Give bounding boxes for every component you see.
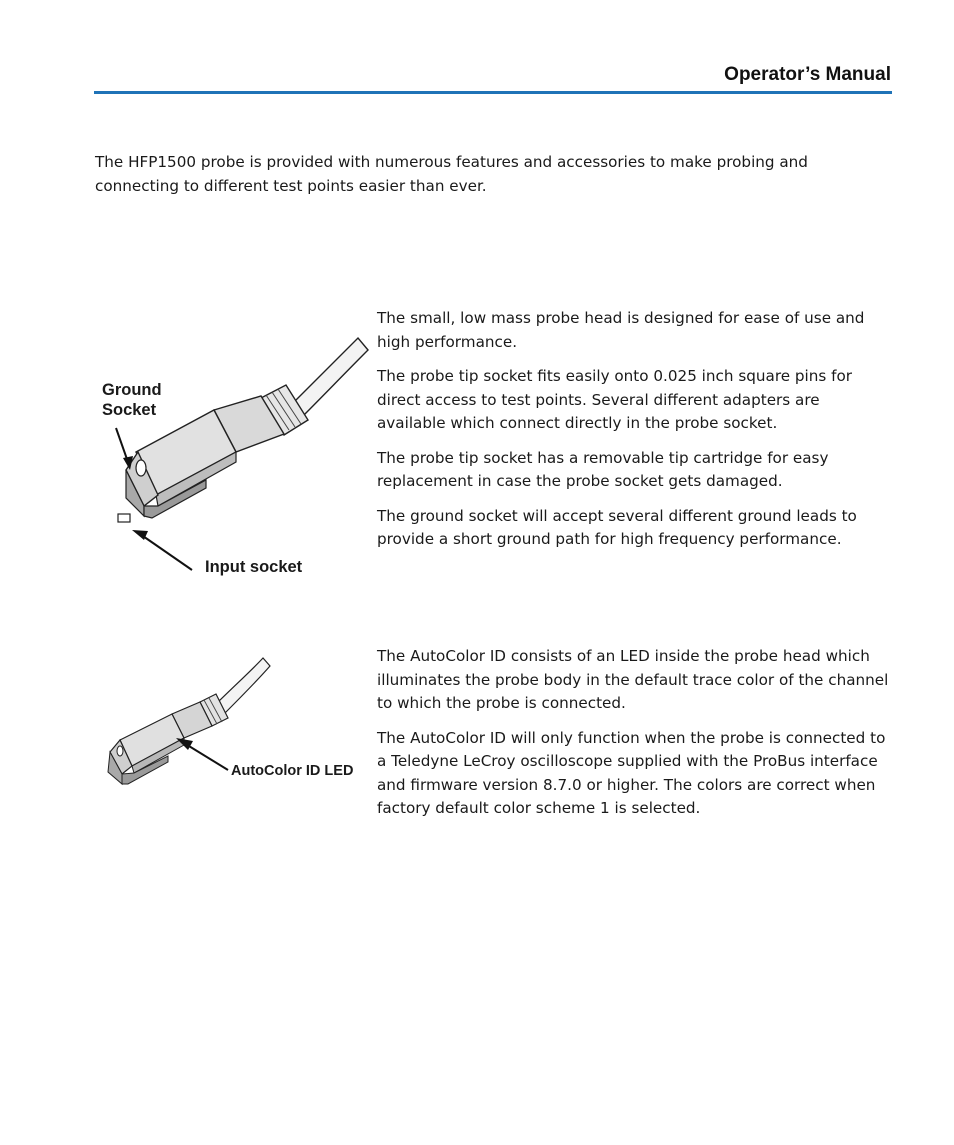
autocolor-paragraph: The AutoColor ID will only function when the probe is connected to a Teledyne LeCroy oscilloscope supplied with the ProBus interface and firmware version 8.7.0 or higher. The colors are correct when factory default color scheme 1 is selected.	[377, 728, 886, 817]
probe-head-paragraph: The ground socket will accept several different ground leads to provide a short ground path for high frequency performance.	[377, 506, 857, 548]
header-divider	[94, 91, 892, 94]
input-socket-label: Input socket	[205, 558, 303, 576]
page-header-title: Operator’s Manual	[724, 64, 891, 85]
autocolor-illustration	[98, 652, 373, 792]
autocolor-led-label: AutoColor ID LED	[231, 763, 354, 779]
autocolor-description	[377, 645, 892, 832]
probe-head-description	[377, 307, 892, 563]
probe-head-illustration	[96, 330, 376, 580]
autocolor-figure	[98, 652, 373, 792]
probe-head-paragraph: The small, low mass probe head is designed for ease of use and high performance.	[377, 309, 865, 351]
autocolor-paragraph: The AutoColor ID consists of an LED inside the probe head which illuminates the probe body in the default trace color of the channel to which the probe is connected.	[377, 647, 889, 712]
probe-head-paragraph: The probe tip socket has a removable tip cartridge for easy replacement in case the probe socket gets damaged.	[377, 448, 829, 490]
probe-head-paragraph: The probe tip socket fits easily onto 0.025 inch square pins for direct access to test points. Several different adapters are available which connect directly in the probe socket.	[377, 367, 853, 432]
ground-socket-label-line1: Ground	[102, 381, 162, 399]
intro-paragraph: The HFP1500 probe is provided with numerous features and accessories to make probing and connecting to different test points easier than ever.	[95, 153, 808, 195]
ground-socket-label-line2: Socket	[102, 401, 157, 419]
probe-head-figure	[96, 330, 376, 580]
